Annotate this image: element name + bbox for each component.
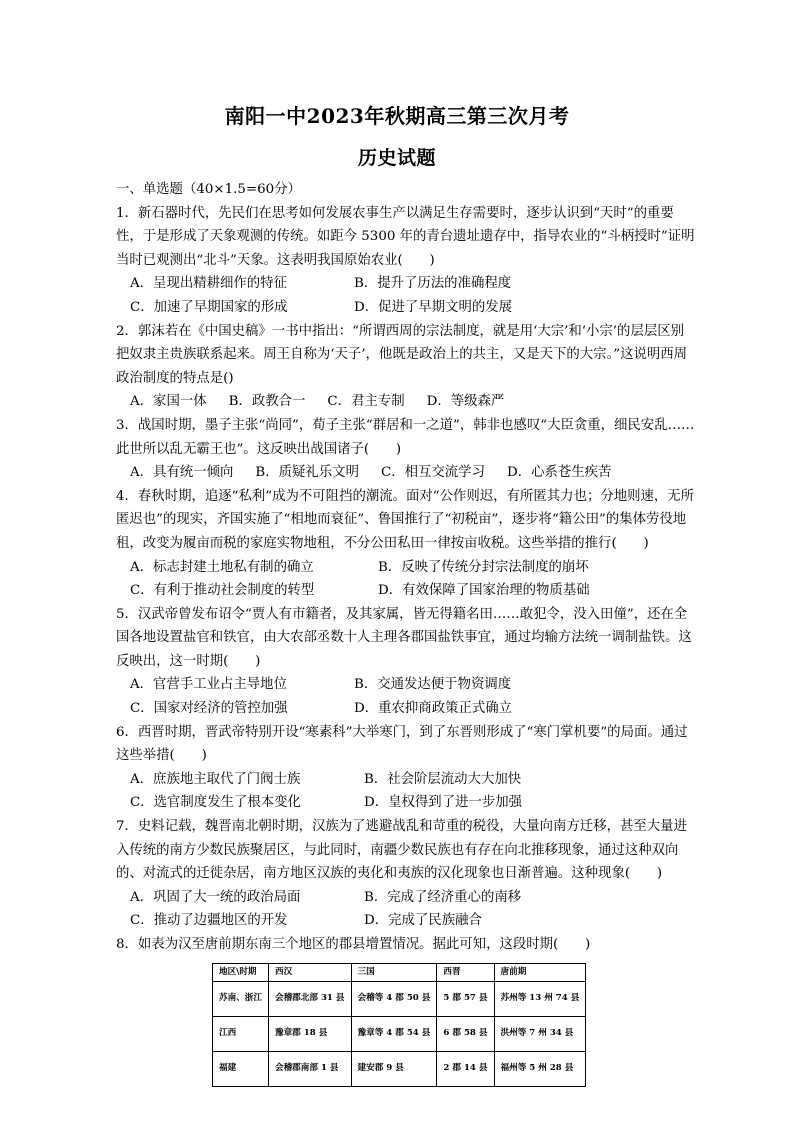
option-a: A．呈现出精耕细作的特征	[130, 276, 287, 292]
option-c: C．选官制度发生了根本变化	[130, 795, 301, 811]
option-b: B．提升了历法的准确程度	[354, 276, 512, 292]
table-cell: 2 郡 14 县	[437, 1051, 494, 1086]
option-b: B．政教合一	[228, 394, 306, 410]
option-row	[116, 461, 696, 485]
option-a: A．具有统一倾向	[130, 465, 234, 481]
option-row	[116, 768, 696, 792]
option-c: C．相互交流学习	[380, 465, 485, 481]
table-row	[213, 1016, 586, 1051]
option-row	[116, 697, 696, 721]
question-3	[116, 414, 696, 485]
table-cell: 6 郡 58 县	[437, 1016, 494, 1051]
option-row	[116, 909, 696, 933]
option-b: B．社会阶层流动大大加快	[364, 771, 522, 787]
question-8	[116, 933, 696, 1087]
table-cell: 江西	[213, 1016, 269, 1051]
option-c: C．加速了早期国家的形成	[130, 299, 288, 315]
county-table	[212, 963, 586, 1087]
option-row	[116, 272, 696, 296]
option-row	[116, 296, 696, 320]
table-cell: 会稽郡南部 1 县	[268, 1051, 351, 1086]
table-cell: 豫章等 4 郡 54 县	[351, 1016, 437, 1051]
table-cell: 苏州等 13 州 74 县	[494, 981, 586, 1016]
option-a: A．标志封建土地私有制的确立	[130, 559, 314, 575]
question-stem: 6．西晋时期，晋武帝特别开设“寒素科”大举寒门，到了东晋则形成了“寒门掌机要”的局面。通过这些举措( )	[116, 724, 688, 764]
option-c: C．君主专制	[327, 394, 405, 410]
exam-title: 南阳一中2023年秋期高三第三次月考	[224, 104, 570, 128]
option-b: B．交通发达便于物资调度	[354, 677, 512, 693]
option-row	[116, 556, 696, 580]
option-row	[116, 886, 696, 910]
table-row	[213, 981, 586, 1016]
question-stem: 5．汉武帝曾发布诏令“贾人有市籍者，及其家属，皆无得籍名田……敢犯令，没入田僮”，还在全国各地设置盐官和铁官，由大农部丞数十人主理各郡国盐铁事宜，通过均输方法统一调制盐铁。这反映出，这一时期( )	[116, 606, 692, 669]
exam-content	[116, 178, 696, 1087]
option-row	[116, 579, 696, 603]
option-d: D．重农抑商政策正式确立	[354, 701, 513, 717]
option-c: C．国家对经济的管控加强	[130, 701, 288, 717]
option-c: C．推动了边疆地区的开发	[130, 913, 288, 929]
table-cell: 会稽郡北部 31 县	[268, 981, 351, 1016]
table-header: 三国	[351, 963, 437, 981]
table-cell: 建安郡 9 县	[351, 1051, 437, 1086]
question-stem: 7．史料记载，魏晋南北朝时期，汉族为了逃避战乱和苛重的税役，大量向南方迁移，甚至大量进入传统的南方少数民族聚居区，与此同时，南疆少数民族也有存在向北推移现象，通过这种双向的、对流式的迁徙杂居，南方地区汉族的夷化和夷族的汉化现象也日渐普遍。这种现象( )	[116, 819, 687, 882]
option-d: D．促进了早期文明的发展	[354, 299, 513, 315]
table-cell: 会稽等 4 郡 50 县	[351, 981, 437, 1016]
question-2	[116, 320, 696, 414]
exam-subtitle: 历史试题	[357, 147, 436, 169]
option-b: B．完成了经济重心的南移	[364, 889, 522, 905]
question-stem: 8．如表为汉至唐前期东南三个地区的郡县增置情况。据此可知，这段时期( )	[116, 937, 591, 952]
option-b: B．质疑礼乐文明	[255, 465, 359, 481]
option-row	[116, 390, 696, 414]
question-4	[116, 485, 696, 603]
option-row	[116, 673, 696, 697]
question-6	[116, 721, 696, 815]
option-d: D．有效保障了国家治理的物质基础	[378, 583, 590, 599]
question-stem: 2．郭沫若在《中国史稿》一书中指出：“所谓西周的宗法制度，就是用‘大宗’和‘小宗’的层层区别把奴隶主贵族联系起来。周王自称为‘天子’，他既是政治上的共主，又是天下的大宗。”这说明西周政治制度的特点是()	[116, 323, 688, 386]
option-d: D．完成了民族融合	[364, 913, 482, 929]
option-b: B．反映了传统分封宗法制度的崩坏	[378, 559, 589, 575]
table-cell: 苏南、浙江	[213, 981, 269, 1016]
option-a: A．官营手工业占主导地位	[130, 677, 287, 693]
question-stem: 1．新石器时代，先民们在思考如何发展农事生产以满足生存需要时，逐步认识到“天时”的重要性，于是形成了天象观测的传统。如距今 5300 年的青台遗址遗存中，指导农业的“斗柄授时”证明当时已观测出“北斗”天象。这表明我国原始农业( )	[116, 205, 695, 268]
option-a: A．庶族地主取代了门阀士族	[130, 771, 301, 787]
table-row	[213, 1051, 586, 1086]
section-heading: 一、单选题（40×1.5=60分）	[116, 182, 301, 197]
table-header: 唐前期	[494, 963, 586, 981]
option-d: D．心系苍生疾苦	[506, 465, 612, 481]
table-cell: 洪州等 7 州 34 县	[494, 1016, 586, 1051]
option-d: D．等级森严	[426, 394, 505, 410]
option-c: C．有利于推动社会制度的转型	[130, 583, 315, 599]
table-header-row	[213, 963, 586, 981]
table-cell: 豫章郡 18 县	[268, 1016, 351, 1051]
question-7	[116, 815, 696, 933]
question-stem: 3．战国时期，墨子主张“尚同”，荀子主张“群居和一之道”，韩非也感叹“大臣贪重，细民安乱……此世所以乱无霸王也”。这反映出战国诸子( )	[116, 417, 695, 457]
table-header: 西晋	[437, 963, 494, 981]
question-stem: 4．春秋时期，追逐“私利”成为不可阻挡的潮流。面对“公作则迟，有所匿其力也；分地则速，无所匿迟也”的现实，齐国实施了“相地而衰征”、鲁国推行了“初税亩”，逐步将“籍公田”的集体劳役地租，改变为履亩而税的家庭实物地租，不分公田私田一律按亩收税。这些举措的推行( )	[116, 488, 695, 551]
table-header: 地区\时期	[213, 963, 269, 981]
table-header: 西汉	[268, 963, 351, 981]
option-a: A．巩固了大一统的政治局面	[130, 889, 301, 905]
table-cell: 福州等 5 州 28 县	[494, 1051, 586, 1086]
question-5	[116, 603, 696, 721]
table-cell: 福建	[213, 1051, 269, 1086]
option-d: D．皇权得到了进一步加强	[364, 795, 523, 811]
option-row	[116, 791, 696, 815]
option-a: A．家国一体	[130, 394, 207, 410]
question-1	[116, 202, 696, 320]
table-cell: 5 郡 57 县	[437, 981, 494, 1016]
